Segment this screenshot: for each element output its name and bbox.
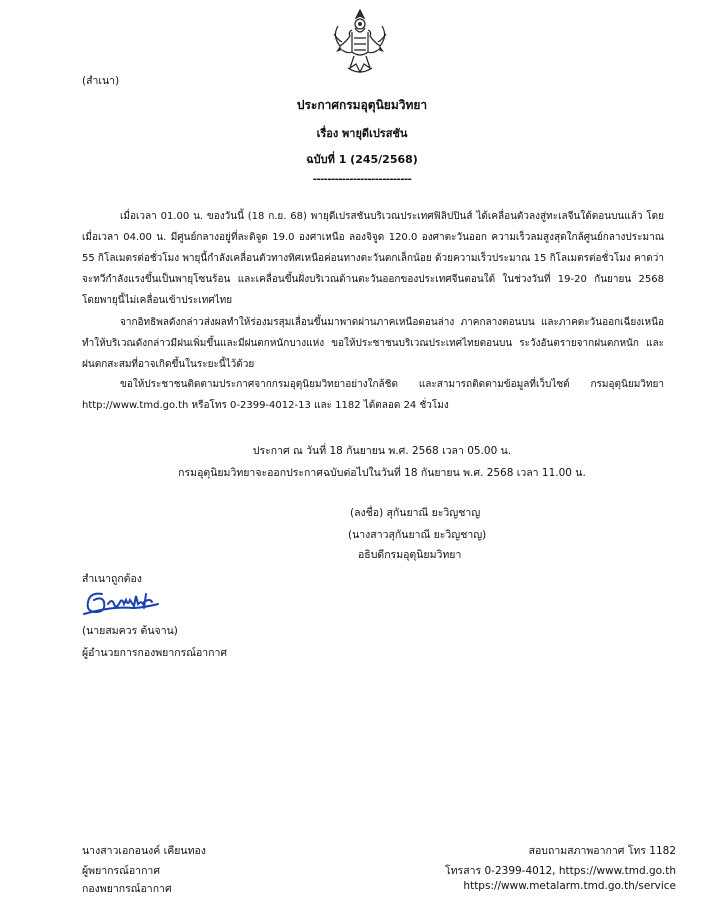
footer-department: กองพยากรณ์อากาศ [82,883,172,895]
footer-fax-website[interactable]: โทรสาร 0-2399-4012, https://www.tmd.go.th [445,865,676,877]
footer-forecaster-name: นางสาวเอกอนงค์ เคียนทอง [82,845,206,857]
signatory-name: (นางสาวสุกันยาณี ยะวิญชาญ) [348,529,487,541]
signatory-position: อธิบดีกรมอุตุนิยมวิทยา [358,549,462,561]
footer-service-link[interactable]: https://www.metalarm.tmd.go.th/service [463,880,676,892]
paragraph-storm-details [82,206,664,311]
page-title: ประกาศกรมอุตุนิยมวิทยา [296,98,428,112]
copy-mark: (สำเนา) [82,75,120,87]
certify-position: ผู้อำนวยการกองพยากรณ์อากาศ [82,647,228,659]
footer-forecaster-role: ผู้พยากรณ์อากาศ [82,865,160,877]
issue-number: ฉบับที่ 1 (245/2568) [306,153,418,166]
paragraph-monsoon-impact [82,312,664,375]
paragraph-contact-info [82,374,664,416]
certify-label: สำเนาถูกต้อง [82,573,142,585]
announce-date: ประกาศ ณ วันที่ 18 กันยายน พ.ศ. 2568 เวลา 05.00 น. [252,445,512,457]
handwritten-signature [82,586,162,620]
next-issue-notice: กรมอุตุนิยมวิทยาจะออกประกาศฉบับต่อไปในวันที่ 18 กันยายน พ.ศ. 2568 เวลา 11.00 น. [178,467,586,479]
title-divider: --------------------------- [312,174,412,185]
paragraph-storm-details-text: เมื่อเวลา 01.00 น. ของวันนี้ (18 ก.ย. 68) พายุดีเปรสชันบริเวณประเทศฟิลิปปินส์ ได้เคลื่อนตัวลงสู่ทะเลจีนใต้ตอนบนแล้ว โดยเมื่อเวลา 04.00 น. มีศูนย์กลางอยู่ที่ละติจูด 19.0 องศาเหนือ ลองจิจูด 120.0 องศาตะวันออก ความเร็วลมสูงสุดใกล้ศูนย์กลางประมาณ 55 กิโลเมตรต่อชั่วโมง พายุนี้กำลังเคลื่อนตัวทางทิศเหนือค่อนทางตะวันตกเล็กน้อย ด้วยความเร็วประมาณ 15 กิโลเมตรต่อชั่วโมง คาดว่าจะทวีกำลังแรงขึ้นเป็นพายุโซนร้อน และเคลื่อนขึ้นฝั่งบริเวณด้านตะวันออกของประเทศจีนตอนใต้ ในช่วงวันที่ 19-20 กันยายน 2568 โดยพายุนี้ไม่เคลื่อนเข้าประเทศไทย [82,211,664,306]
footer-hotline: สอบถามสภาพอากาศ โทร 1182 [528,845,676,857]
signatory-signed: (ลงชื่อ) สุกันยาณี ยะวิญชาญ [350,507,481,519]
subject-line: เรื่อง พายุดีเปรสชัน [316,127,408,140]
paragraph-monsoon-impact-text: จากอิทธิพลดังกล่าวส่งผลทำให้ร่องมรสุมเลื่อนขึ้นมาพาดผ่านภาคเหนือตอนล่าง ภาคกลางตอนบน และภาคตะวันออกเฉียงเหนือ ทำให้บริเวณดังกล่าวมีฝนเพิ่มขึ้นและมีฝนตกหนักบางแห่ง ขอให้ประชาชนบริเวณประเทศไทยตอนบน ระวังอันตรายจากฝนตกหนัก และฝนตกสะสมที่อาจเกิดขึ้นในระยะนี้ไว้ด้วย [82,317,664,370]
certify-name: (นายสมควร ต้นจาน) [82,625,178,637]
paragraph-contact-info-text: ขอให้ประชาชนติดตามประกาศจากกรมอุตุนิยมวิทยาอย่างใกล้ชิด และสามารถติดตามข้อมูลที่เว็บไซต์ กรมอุตุนิยมวิทยา http://www.tmd.go.th หรือโทร 0-2399-4012-13 และ 1182 ได้ตลอด 24 ชั่วโมง [82,379,664,411]
garuda-emblem-icon [328,6,392,78]
